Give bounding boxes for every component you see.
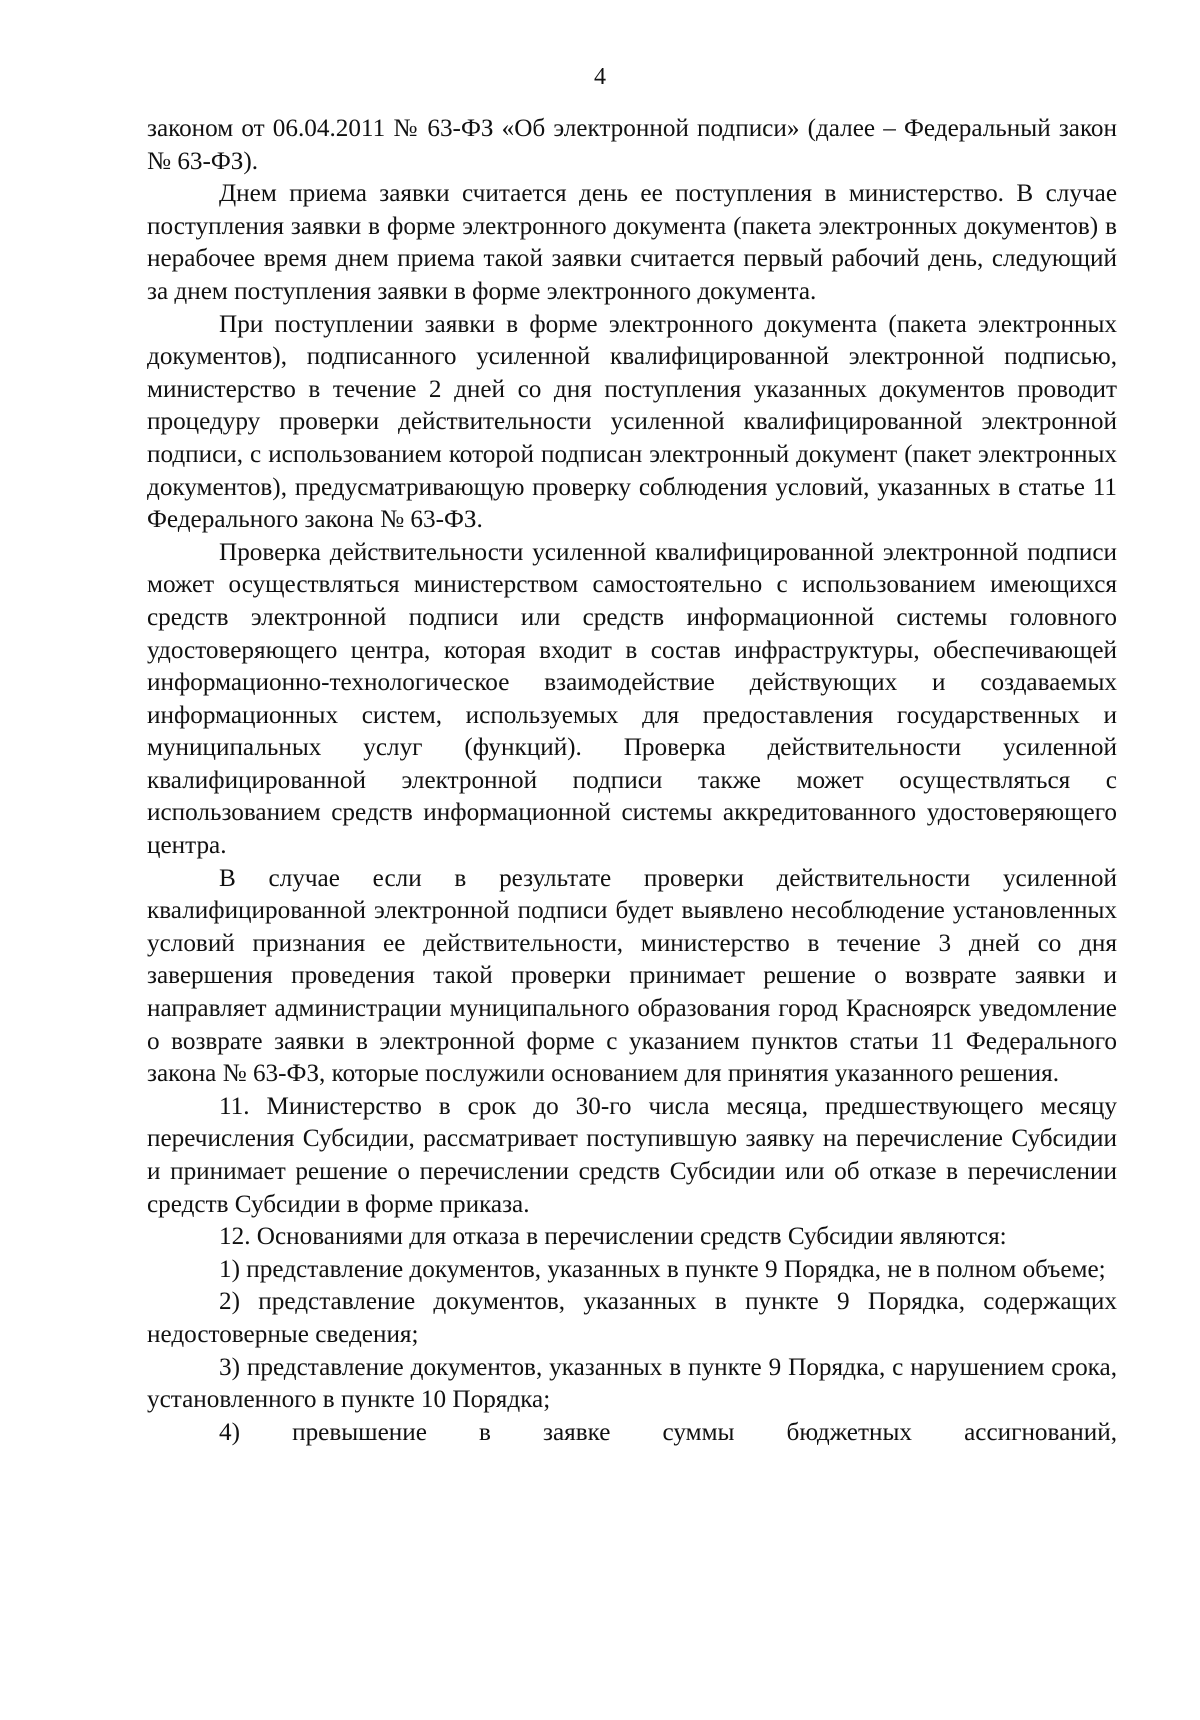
- paragraph-item-11: 11. Министерство в срок до 30-го числа месяца, предшествующего месяцу перечисления Субсидии, рассматривает поступившую заявку на перечисление Субсидии и принимает решение о перечислении средств Субсидии или об отказе в перечислении средств Субсидии в форме приказа.: [147, 1092, 1117, 1218]
- list-item: 4) превышение в заявке суммы бюджетных ассигнований,: [219, 1418, 1117, 1446]
- paragraph: При поступлении заявки в форме электронного документа (пакета электронных документов), подписанного усиленной квалифицированной электронной подписью, министерство в течение 2 дней со дня поступления указанных документов проводит процедуру проверки действительности усиленной квалифицированной электронной подписи, с использованием которой подписан электронный документ (пакет электронных документов), предусматривающую проверку соблюдения условий, указанных в статье 11 Федерального закона № 63-ФЗ.: [147, 310, 1117, 534]
- page-number: 4: [594, 64, 606, 90]
- paragraph: В случае если в результате проверки действительности усиленной квалифицированной электронной подписи будет выявлено несоблюдение установленных условий признания ее действительности, министерство в течение 3 дней со дня завершения проведения такой проверки принимает решение о возврате заявки и направляет администрации муниципального образования город Красноярск уведомление о возврате заявки в электронной форме с указанием пунктов статьи 11 Федерального закона № 63-ФЗ, которые послужили основанием для принятия указанного решения.: [147, 864, 1117, 1088]
- list-item: 1) представление документов, указанных в пункте 9 Порядка, не в полном объеме;: [219, 1255, 1106, 1283]
- paragraph: законом от 06.04.2011 № 63-ФЗ «Об электронной подписи» (далее – Федеральный закон № 63-ФЗ).: [147, 115, 1117, 175]
- paragraph: Проверка действительности усиленной квалифицированной электронной подписи может осуществляться министерством самостоятельно с использованием имеющихся средств электронной подписи или средств информационной системы головного удостоверяющего центра, которая входит в состав инфраструктуры, обеспечивающей информационно-технологическое взаимодействие действующих и создаваемых информационных систем, используемых для предоставления государственных и муниципальных услуг (функций). Проверка действительности усиленной квалифицированной электронной подписи также может осуществляться с использованием средств информационной системы аккредитованного удостоверяющего центра.: [147, 538, 1117, 860]
- list-item: 3) представление документов, указанных в пункте 9 Порядка, с нарушением срока, установленного в пункте 10 Порядка;: [147, 1353, 1117, 1414]
- document-body: [147, 113, 1117, 1449]
- list-item: 2) представление документов, указанных в пункте 9 Порядка, содержащих недостоверные сведения;: [147, 1288, 1117, 1348]
- paragraph-item-12: 12. Основаниями для отказа в перечислении средств Субсидии являются:: [219, 1223, 1007, 1251]
- paragraph: Днем приема заявки считается день ее поступления в министерство. В случае поступления заявки в форме электронного документа (пакета электронных документов) в нерабочее время днем приема такой заявки считается первый рабочий день, следующий за днем поступления заявки в форме электронного документа.: [147, 180, 1117, 305]
